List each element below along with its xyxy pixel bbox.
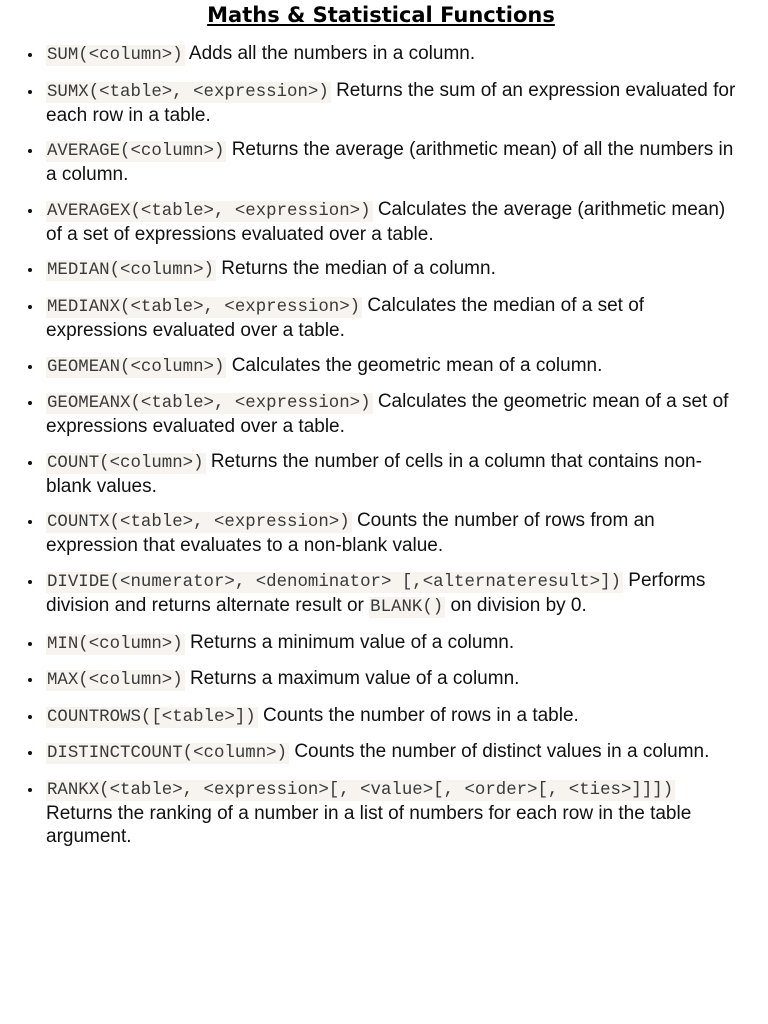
- function-description: Returns the ranking of a number in a list of numbers for each row in the table argument.: [46, 802, 692, 847]
- function-description: Returns a minimum value of a column.: [189, 631, 515, 653]
- function-description: Adds all the numbers in a column.: [188, 43, 476, 64]
- function-description: Calculates the geometric mean of a set of expressions evaluated over a table.: [46, 391, 729, 438]
- list-item-medianx: [24, 294, 738, 342]
- function-description: Counts the number of rows from an expression that evaluates to a non-blank value.: [46, 510, 655, 557]
- function-signature: COUNTROWS([<table>]): [47, 707, 256, 727]
- function-signature: GEOMEANX(<table>, <expression>): [47, 394, 371, 414]
- page-title: Maths & Statistical Functions: [207, 3, 555, 27]
- list-item-count: [24, 450, 738, 498]
- function-description: Calculates the average (arithmetic mean) of a set of expressions evaluated over a table.: [46, 198, 726, 245]
- function-description: Returns a maximum value of a column.: [189, 668, 520, 690]
- function-signature: AVERAGEX(<table>, <expression>): [47, 201, 371, 221]
- function-signature: DIVIDE(<numerator>, <denominator> [,<alternateresult>]): [47, 572, 621, 592]
- function-signature: SUMX(<table>, <expression>): [47, 82, 329, 102]
- list-item-countrows: [24, 704, 738, 729]
- function-signature: MEDIAN(<column>): [47, 261, 214, 281]
- function-signature: GEOMEAN(<column>): [47, 357, 225, 377]
- list-item-averagex: [24, 198, 738, 246]
- list-item-geomeanx: [24, 390, 738, 438]
- list-item-countx: [24, 509, 738, 557]
- list-item-rankx: [24, 777, 738, 848]
- function-signature: AVERAGE(<column>): [47, 142, 225, 162]
- list-item-geomean: [24, 354, 738, 379]
- list-item-min: [24, 631, 738, 656]
- function-description: Returns the average (arithmetic mean) of all the numbers in a column.: [46, 139, 734, 186]
- function-description: Returns the number of cells in a column that contains non-blank values.: [46, 450, 702, 497]
- list-item-median: [24, 257, 738, 282]
- function-description: Returns the median of a column.: [221, 258, 496, 280]
- function-signature: MAX(<column>): [47, 671, 183, 691]
- list-item-sum: [24, 42, 738, 67]
- list-item-divide: [24, 569, 738, 619]
- function-description: Counts the number of distinct values in a column.: [294, 741, 710, 763]
- list-item-sumx: [24, 79, 738, 127]
- list-item-distinctcount: [24, 740, 738, 765]
- list-item-max: [24, 667, 738, 692]
- function-description: Returns the sum of an expression evaluated for each row in a table.: [46, 79, 736, 126]
- function-signature: MIN(<column>): [47, 634, 183, 654]
- function-signature: SUM(<column>): [47, 46, 183, 65]
- function-description: Calculates the geometric mean of a column.: [231, 354, 603, 376]
- function-signature: COUNTX(<table>, <expression>): [47, 513, 350, 533]
- function-description: Calculates the median of a set of expressions evaluated over a table.: [46, 294, 645, 341]
- function-description: Performs division and returns alternate result or: [46, 569, 706, 616]
- function-signature: DISTINCTCOUNT(<column>): [47, 744, 288, 764]
- function-signature: MEDIANX(<table>, <expression>): [47, 297, 361, 317]
- function-signature-inline: BLANK(): [370, 597, 444, 617]
- function-signature: COUNT(<column>): [47, 453, 204, 473]
- function-description-tail: on division by 0.: [450, 594, 587, 616]
- function-description: Counts the number of rows in a table.: [263, 704, 579, 726]
- function-signature: RANKX(<table>, <expression>[, <value>[, <order>[, <ties>]]]): [47, 780, 674, 800]
- list-item-average: [24, 138, 738, 186]
- function-list: [24, 42, 738, 848]
